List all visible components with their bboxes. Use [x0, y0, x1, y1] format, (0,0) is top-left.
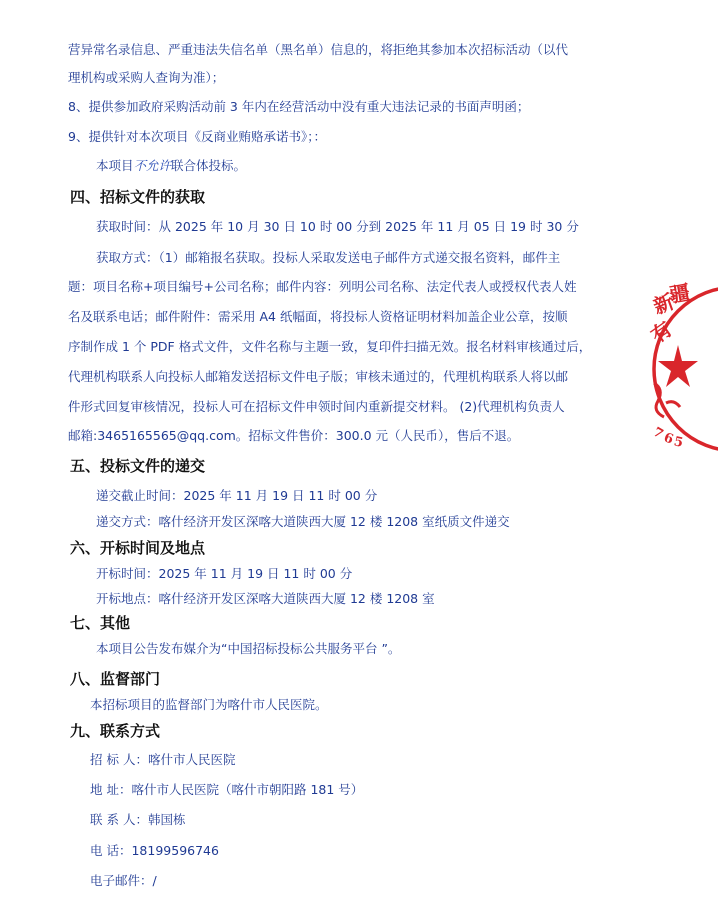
section4-method-line-2: 题：项目名称+项目编号+公司名称；邮件内容：列明公司名称、法定代表人或授权代表人姓: [68, 279, 577, 294]
contact-label: 电 话：: [90, 843, 132, 858]
seal-char: 5: [672, 434, 685, 451]
section4-method-line-1: 获取方式：（1）邮箱报名获取。投标人采取发送电子邮件方式递交报名资料，邮件主: [96, 250, 561, 265]
intro-item-8: 8、提供参加政府采购活动前 3 年内在经营活动中没有重大违法记录的书面声明函；: [68, 99, 530, 114]
seal-char: 有: [646, 316, 677, 348]
contact-value: /: [152, 873, 157, 888]
seal-star-icon: [658, 345, 698, 387]
seal-char: 新: [650, 289, 678, 319]
consortium-value: 不允许: [133, 158, 172, 173]
section4-method-line-7: 邮箱:3465165565@qq.com。招标文件售价：300.0 元（人民币），售后不退。: [68, 428, 520, 443]
section8-text: 本招标项目的监督部门为喀什市人民医院。: [90, 697, 328, 712]
contact-row-bidder: [90, 752, 235, 768]
contact-label: 地 址：: [90, 782, 132, 797]
section9-title: 九、联系方式: [70, 722, 161, 740]
section5-method: 递交方式：喀什经济开发区深喀大道陕西大厦 12 楼 1208 室纸质文件递交: [96, 514, 510, 529]
section6-place: 开标地点：喀什经济开发区深喀大道陕西大厦 12 楼 1208 室: [96, 591, 435, 606]
contact-label: 招 标 人：: [90, 752, 148, 767]
section4-title: 四、招标文件的获取: [70, 188, 206, 206]
section4-method-line-6: 件形式回复审核情况，投标人可在招标文件申领时间内重新提交材料。 (2)代理机构负责人: [68, 399, 565, 414]
section6-title: 六、开标时间及地点: [70, 539, 206, 557]
contact-row-email: [90, 873, 157, 889]
seal-stroke-mark: [666, 402, 680, 407]
section4-method-line-3: 名及联系电话；邮件附件：需采用 A4 纸幅面，将投标人资格证明材料加盖企业公章，按顺: [68, 309, 568, 324]
intro-line-2: 理机构或采购人查询为准）；: [68, 70, 225, 85]
intro-line-1: 营异常名录信息、严重违法失信名单（黑名单）信息的，将拒绝其参加本次招标活动（以代: [68, 42, 569, 57]
seal-char: 7: [650, 424, 666, 443]
section5-title: 五、投标文件的递交: [70, 457, 206, 475]
section7-title: 七、其他: [70, 614, 131, 632]
section4-time: 获取时间：从 2025 年 10 月 30 日 10 时 00 分到 2025 年 11 月 05 日 19 时 30 分: [96, 219, 579, 234]
contact-row-phone: [90, 843, 219, 859]
consortium-suffix: 联合体投标。: [171, 158, 247, 173]
contact-label: 电子邮件：: [90, 873, 153, 888]
contact-value: 喀什市人民医院（喀什市朝阳路 181 号）: [131, 782, 364, 797]
section4-method-line-4: 序制作成 1 个 PDF 格式文件，文件名称与主题一致，复印件扫描无效。报名材料审核通过后，: [68, 339, 592, 354]
section4-method-line-5: 代理机构联系人向投标人邮箱发送招标文件电子版；审核未通过的，代理机构联系人将以邮: [68, 369, 569, 384]
seal-char: 6: [661, 430, 676, 448]
seal-char: 疆: [667, 280, 692, 308]
contact-row-person: [90, 812, 185, 828]
contact-value: 喀什市人民医院: [147, 752, 236, 767]
section7-text: 本项目公告发布媒介为“中国招标投标公共服务平台 ”。: [96, 641, 401, 656]
consortium-statement: [96, 158, 246, 174]
section8-title: 八、监督部门: [70, 670, 161, 688]
contact-value: 韩国栋: [147, 812, 186, 827]
contact-value: 18199596746: [131, 843, 219, 858]
section6-time: 开标时间：2025 年 11 月 19 日 11 时 00 分: [96, 566, 353, 581]
company-seal-stamp: [646, 280, 718, 455]
contact-label: 联 系 人：: [90, 812, 148, 827]
intro-item-9: 9、提供针对本次项目《反商业贿赂承诺书》；：: [68, 129, 326, 144]
section5-deadline: 递交截止时间：2025 年 11 月 19 日 11 时 00 分: [96, 488, 378, 503]
contact-row-address: [90, 782, 363, 798]
consortium-prefix: 本项目: [96, 158, 134, 173]
